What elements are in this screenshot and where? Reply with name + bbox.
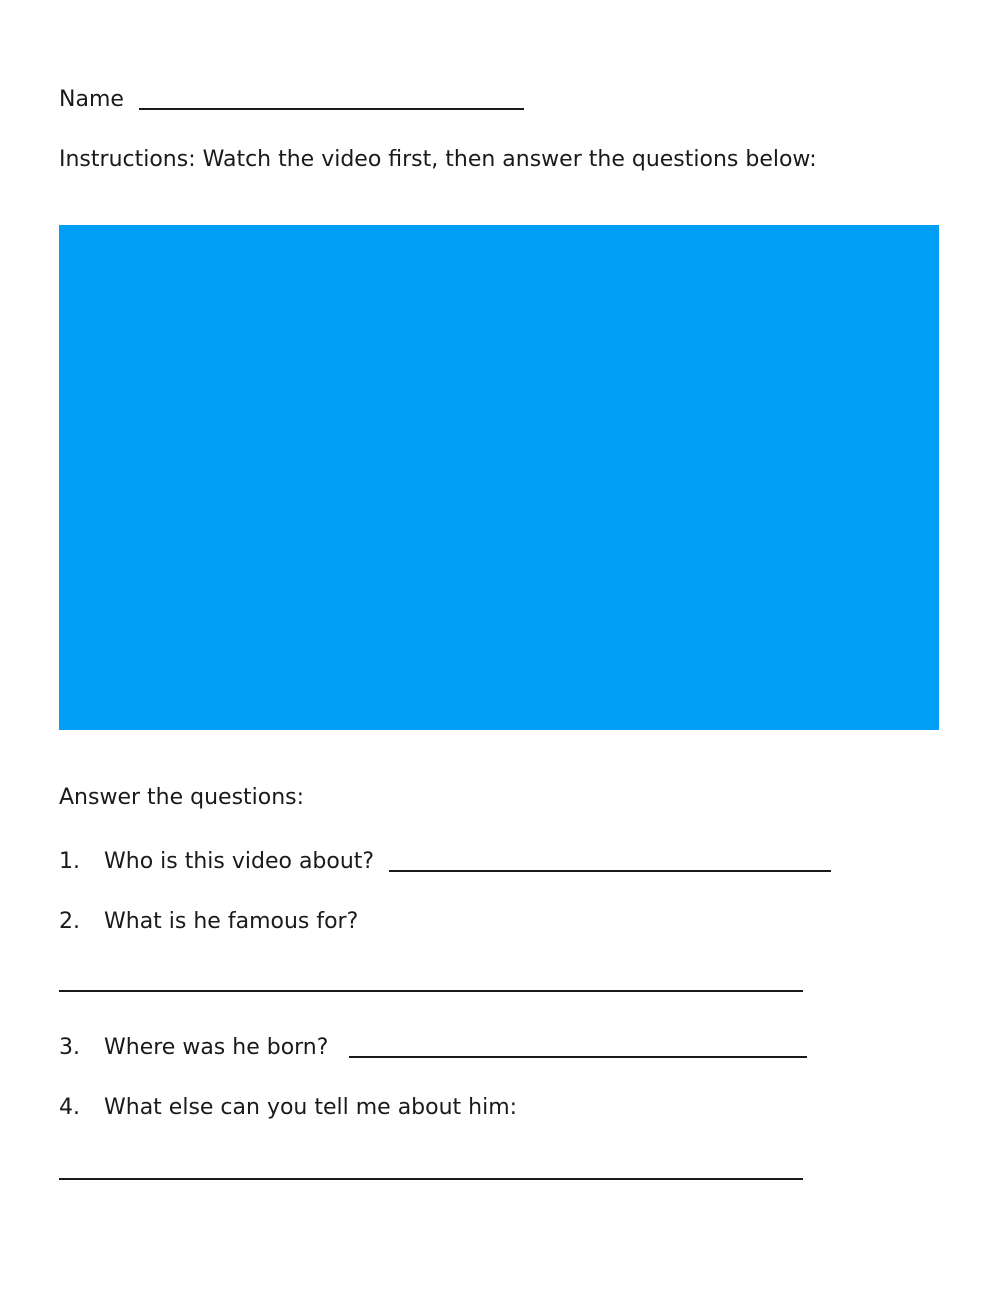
- video-player[interactable]: [59, 225, 939, 730]
- question-4: [59, 1094, 517, 1122]
- question-2-answer-line[interactable]: [59, 990, 803, 992]
- name-label: Name: [59, 87, 124, 112]
- question-2: [59, 908, 358, 936]
- question-1-answer-line[interactable]: [389, 850, 831, 872]
- question-4-answer-line[interactable]: [59, 1178, 803, 1180]
- question-3-answer-line[interactable]: [349, 1036, 807, 1058]
- questions-heading: Answer the questions:: [59, 785, 305, 810]
- question-text: What else can you tell me about him:: [104, 1095, 518, 1120]
- question-number: 3.: [59, 1035, 80, 1060]
- name-row: [59, 84, 524, 114]
- question-1: [59, 846, 831, 876]
- question-3: [59, 1032, 807, 1062]
- question-number: 2.: [59, 909, 80, 934]
- question-text: What is he famous for?: [104, 909, 359, 934]
- question-text: Where was he born?: [104, 1035, 329, 1060]
- instructions-text: Instructions: Watch the video first, then answer the questions below:: [59, 147, 817, 172]
- question-number: 4.: [59, 1095, 80, 1120]
- name-answer-line[interactable]: [139, 88, 524, 110]
- question-number: 1.: [59, 849, 80, 874]
- question-text: Who is this video about?: [104, 849, 375, 874]
